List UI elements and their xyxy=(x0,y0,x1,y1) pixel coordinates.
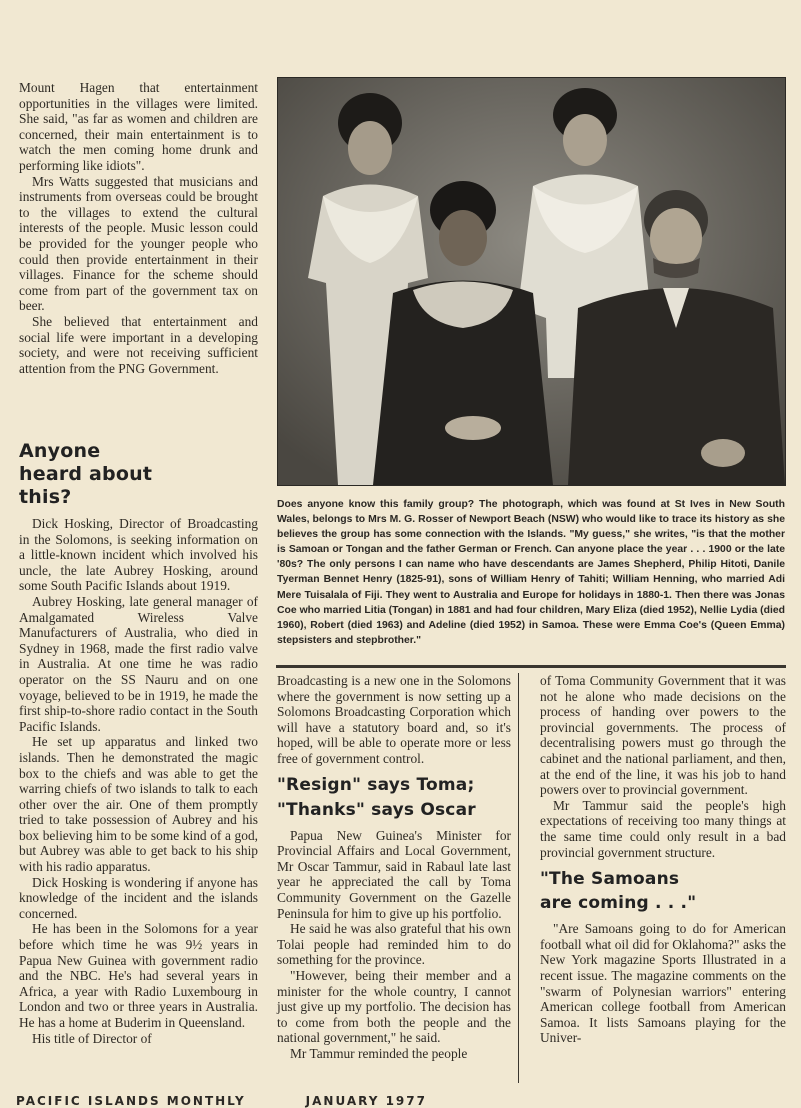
paragraph: She believed that entertainment and social life were important in a developing society, and were not receiving sufficient attention from the PNG Government. xyxy=(19,313,258,376)
paragraph: Papua New Guinea's Minister for Provincial Affairs and Local Government, Mr Oscar Tammur, said in Rabaul late last year he appreciated the call by Toma Community Government on the Gazelle Peninsula for him to give up his portfolio. xyxy=(277,827,511,921)
photo-caption: Does anyone know this family group? The photograph, which was found at St Ives in New South Wales, belongs to Mrs M. G. Rosser of Newport Beach (NSW) who would like to trace its history as she believes the group has some connection with the Islands. "My guess," she writes, "is that the mother is Samoan or Tongan and the father German or French. Can anyone place the year . . . 1900 or the late '80s? The only persons I can name who have descendants are James Shepherd, Philip Hitoti, Danile Tyerman Bennet Henry (1825-91), sons of William Henry of Tahiti; William Henning, who married Adi Mere Tuisalala of Fiji. They went to Australia and Europe for holidays in 1880-1. Then there was Jonas Coe who married Litia (Tongan) in 1881 and had four children, Mary Eliza (died 1952), Nellie Lydia (died 1960), Robert (died 1963) and Adeline (died 1952) in Samoa. These were Emma Coe's (Queen Emma) stepsisters and stepbrother." xyxy=(277,499,785,646)
headline: Anyone heard about this? xyxy=(19,440,153,508)
paragraph: "Are Samoans going to do for American football what oil did for Oklahoma?" asks the New York magazine Sports Illustrated in a recent issue. The magazine comments on the "swarm of Polynesian warriors" entering American college football from American Samoa. It lists Samoans playing for the Univer- xyxy=(540,921,786,1046)
paragraph: Mr Tammur said the people's high expectations of receiving too many things at the same time could only result in a bad provincial government structure. xyxy=(540,797,786,860)
paragraph: Dick Hosking, Director of Broadcasting in the Solomons, is seeking information on a little-known incident which involved his uncle, the late Aubrey Hosking, around some South Pacific Islands about 1919. xyxy=(19,516,258,594)
column-3 xyxy=(540,673,786,1046)
headline-samoans-coming: "The Samoans are coming . . ." xyxy=(540,869,697,914)
paragraph: Mrs Watts suggested that musicians and instruments from overseas could be brought to the villages to extend the cultural interests of the people. Music lesson could be provided for the younger people who could then provide entertainment in their villages. Finance for the scheme should come from part of the government tax on beer. xyxy=(19,173,258,314)
family-group-photograph xyxy=(277,77,786,486)
photo-illustration xyxy=(278,78,785,485)
paragraph: Mount Hagen that entertainment opportunities in the villages were limited. She said, "as far as women and children are concerned, their main entertainment is to watch the men coming home drunk and performing like idiots". xyxy=(19,80,258,173)
paragraph: He has been in the Solomons for a year before which time he was 9½ years in Papua New Guinea with government radio and the NBC. He's had several years in Africa, a year with Radio Luxembourg in London and two or three years in Australia. He has a home at Buderim in Queensland. xyxy=(19,921,258,1030)
footer-date: JANUARY 1977 xyxy=(305,1094,427,1108)
paragraph: His title of Director of xyxy=(32,1030,152,1046)
paragraph: He set up apparatus and linked two islands. Then he demonstrated the magic box to the chiefs and was able to get the warring chiefs of two islands to talk to each other over the air. One of them promptly tried to take possession of Aubrey and his box believing him to be some kind of a god, but Aubrey was able to get back to his ship with his radio apparatus. xyxy=(19,734,258,875)
paragraph: of Toma Community Government that it was not he alone who made decisions on the process of handing over powers to the provincial governments. The process of decentralising powers must go through the cabinet and the national parliament, and then, at the end of the line, it was his job to hand powers over to provincial government. xyxy=(540,673,786,798)
column-2 xyxy=(277,673,511,1061)
paragraph: Mr Tammur reminded the people xyxy=(290,1045,468,1061)
column-divider xyxy=(518,673,519,1083)
paragraph: Dick Hosking is wondering if anyone has knowledge of the incident and the islands concerned. xyxy=(19,874,258,921)
paragraph: He said he was also grateful that his own Tolai people had reminded him to do something for the province. xyxy=(277,921,511,968)
article-anyone-heard xyxy=(19,440,258,1046)
footer-magazine-title: PACIFIC ISLANDS MONTHLY xyxy=(16,1094,246,1108)
caption-rule xyxy=(276,665,786,668)
paragraph: "However, being their member and a minister for the whole country, I cannot just give up my portfolio. The decision has to come from both the people and the national government," he said. xyxy=(277,967,511,1046)
paragraph: Broadcasting is a new one in the Solomons where the government is now setting up a Solomons Broadcasting Corporation which will have a statutory board and, so it's hoped, will be able to operate more or less free of government control. xyxy=(277,673,511,766)
headline-resign-thanks: "Resign" says Toma; "Thanks" says Oscar xyxy=(277,774,476,820)
page-footer xyxy=(16,1094,786,1108)
column-1-top xyxy=(19,80,258,376)
paragraph: Aubrey Hosking, late general manager of Amalgamated Wireless Valve Manufacturers of Australia, who died in Sydney in 1968, made the first radio valve in Australia. At one time he was radio operator on the SS Nauru and on one voyage, believed to be in 1919, he made the first ship-to-shore radio contact in the South Pacific Islands. xyxy=(19,593,258,734)
